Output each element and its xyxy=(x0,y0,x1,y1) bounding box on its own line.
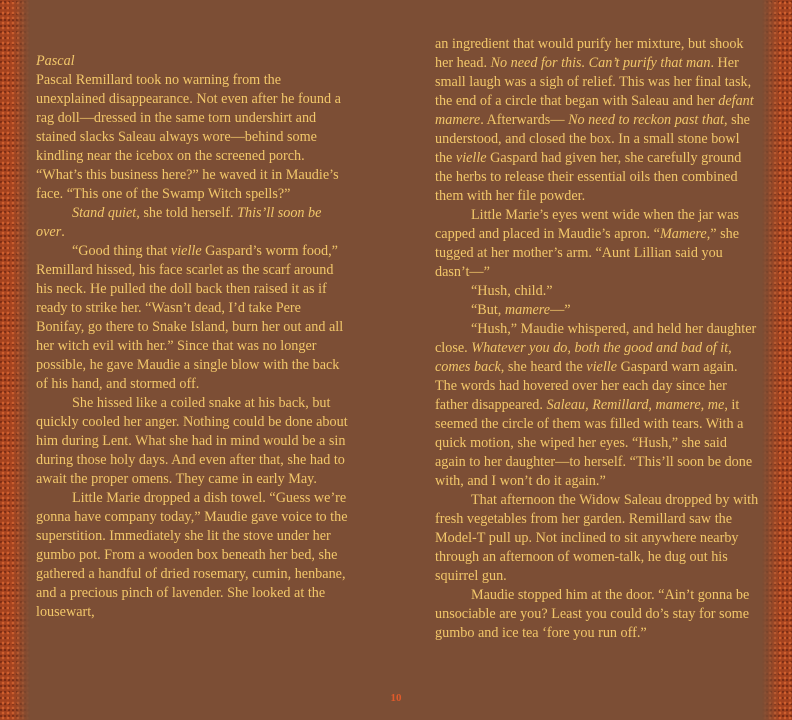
right-column xyxy=(435,35,759,643)
paragraph xyxy=(36,242,352,394)
text: Gaspard warn again. The words had hovered over her each day since her father disappeared. xyxy=(435,359,738,413)
text: That afternoon the Widow Saleau dropped by with fresh vegetables from her garden. Remillard saw the Model-T pull up. Not inclined to sit anywhere nearby through an afternoon of women-talk, he dug out his squirrel gun. xyxy=(435,492,759,584)
paragraph xyxy=(435,35,759,206)
text: . Afterwards— xyxy=(480,112,569,128)
right-body xyxy=(435,35,759,643)
italic-text: No need for this. Can’t purify that man xyxy=(490,55,711,71)
italic-text: mamere xyxy=(504,302,551,318)
paragraph xyxy=(36,71,352,204)
text: “Good thing that xyxy=(72,243,171,259)
text: “But, xyxy=(471,302,505,318)
left-page-edge xyxy=(0,0,30,720)
paragraph xyxy=(36,204,352,242)
text: Maudie stopped him at the door. “Ain’t gonna be unsociable are you? Least you could do’s stay for some gumbo and ice tea ‘fore you run off.” xyxy=(435,587,750,641)
paragraph xyxy=(435,320,759,491)
section-heading: Pascal xyxy=(36,53,75,69)
paragraph xyxy=(435,282,759,301)
paragraph xyxy=(435,586,759,643)
text: —” xyxy=(550,302,571,318)
paragraph xyxy=(435,206,759,282)
italic-text: Saleau, Remillard, mamere, me xyxy=(546,397,725,413)
paragraph xyxy=(435,491,759,586)
italic-text: Mamere xyxy=(659,226,707,242)
paragraph xyxy=(435,301,759,320)
italic-text: vielle xyxy=(170,243,202,259)
right-page-edge xyxy=(762,0,792,720)
italic-text: vielle xyxy=(455,150,487,166)
text: “Hush, child.” xyxy=(471,283,553,299)
text: . xyxy=(61,224,65,240)
text: Little Marie dropped a dish towel. “Guess we’re gonna have company today,” Maudie gave voice to the superstition. Immediately she lit the stove under her gumbo pot. From a wooden box beneath her bed, she gathered a handful of dried rosemary, cumin, henbane, and a precious pinch of lavender. She looked at the lousewart, xyxy=(36,490,348,620)
text: “Hush,” Maudie whispered, and held her daughter close. xyxy=(435,321,757,356)
text: . Her small laugh was a sigh of relief. This was her final task, the end of a circle that began with Saleau and her xyxy=(435,55,752,109)
italic-text: vielle xyxy=(586,359,618,375)
text: Little Marie’s eyes went wide when the jar was capped and placed in Maudie’s apron. “ xyxy=(435,207,739,242)
text: , it seemed the circle of them was filled with tears. With a quick motion, she wiped her eyes. “Hush,” she said again to her daughter—to herself. “This’ll soon be done with, and I won’t do it again.” xyxy=(435,397,753,489)
paragraph xyxy=(36,489,352,622)
italic-text: defant mamere xyxy=(435,93,754,128)
text: , she told herself. xyxy=(136,205,238,221)
italic-text: This’ll soon be over xyxy=(36,205,322,240)
text: ,” she tugged at her mother’s arm. “Aunt Lillian said you dasn’t—” xyxy=(435,226,740,280)
text: an ingredient that would purify her mixture, but shook her head. xyxy=(435,36,744,71)
text: She hissed like a coiled snake at his back, but quickly cooled her anger. Nothing could be done about him during Lent. What she had in mind would be a sin during those holy days. And even after that, she had to await the proper omens. They came in early May. xyxy=(36,395,348,487)
page-number: 10 xyxy=(390,692,402,704)
text: , she understood, and closed the box. In a small stone bowl the xyxy=(435,112,750,166)
text: Gaspard’s worm food,” Remillard hissed, his face scarlet as the scarf around his neck. He pulled the doll back then raised it as if ready to strike her. “Wasn’t dead, I’d take Pere Bonifay, go there to Snake Island, burn her out and all her witch evil with her.” Since that was no longer possible, he gave Maudie a single blow with the back of his hand, and stormed off. xyxy=(36,243,344,392)
left-column xyxy=(36,52,352,622)
left-body xyxy=(36,71,352,622)
italic-text: Stand quiet xyxy=(72,205,137,221)
text: Gaspard had given her, she carefully ground the herbs to release their essential oils then combined them with her file powder. xyxy=(435,150,742,204)
italic-text: No need to reckon past that xyxy=(568,112,724,128)
italic-text: Whatever you do, both the good and bad of it, comes back xyxy=(435,340,732,375)
paragraph xyxy=(36,394,352,489)
text: Pascal Remillard took no warning from the unexplained disappearance. Not even after he found a rag doll—dressed in the same torn undershirt and stained slacks Saleau always wore—behind some kindling near the icebox on the screened porch. “What’s this business here?” he waved it in Maudie’s face. “This one of the Swamp Witch spells?” xyxy=(36,72,341,202)
text: , she heard the xyxy=(500,359,587,375)
